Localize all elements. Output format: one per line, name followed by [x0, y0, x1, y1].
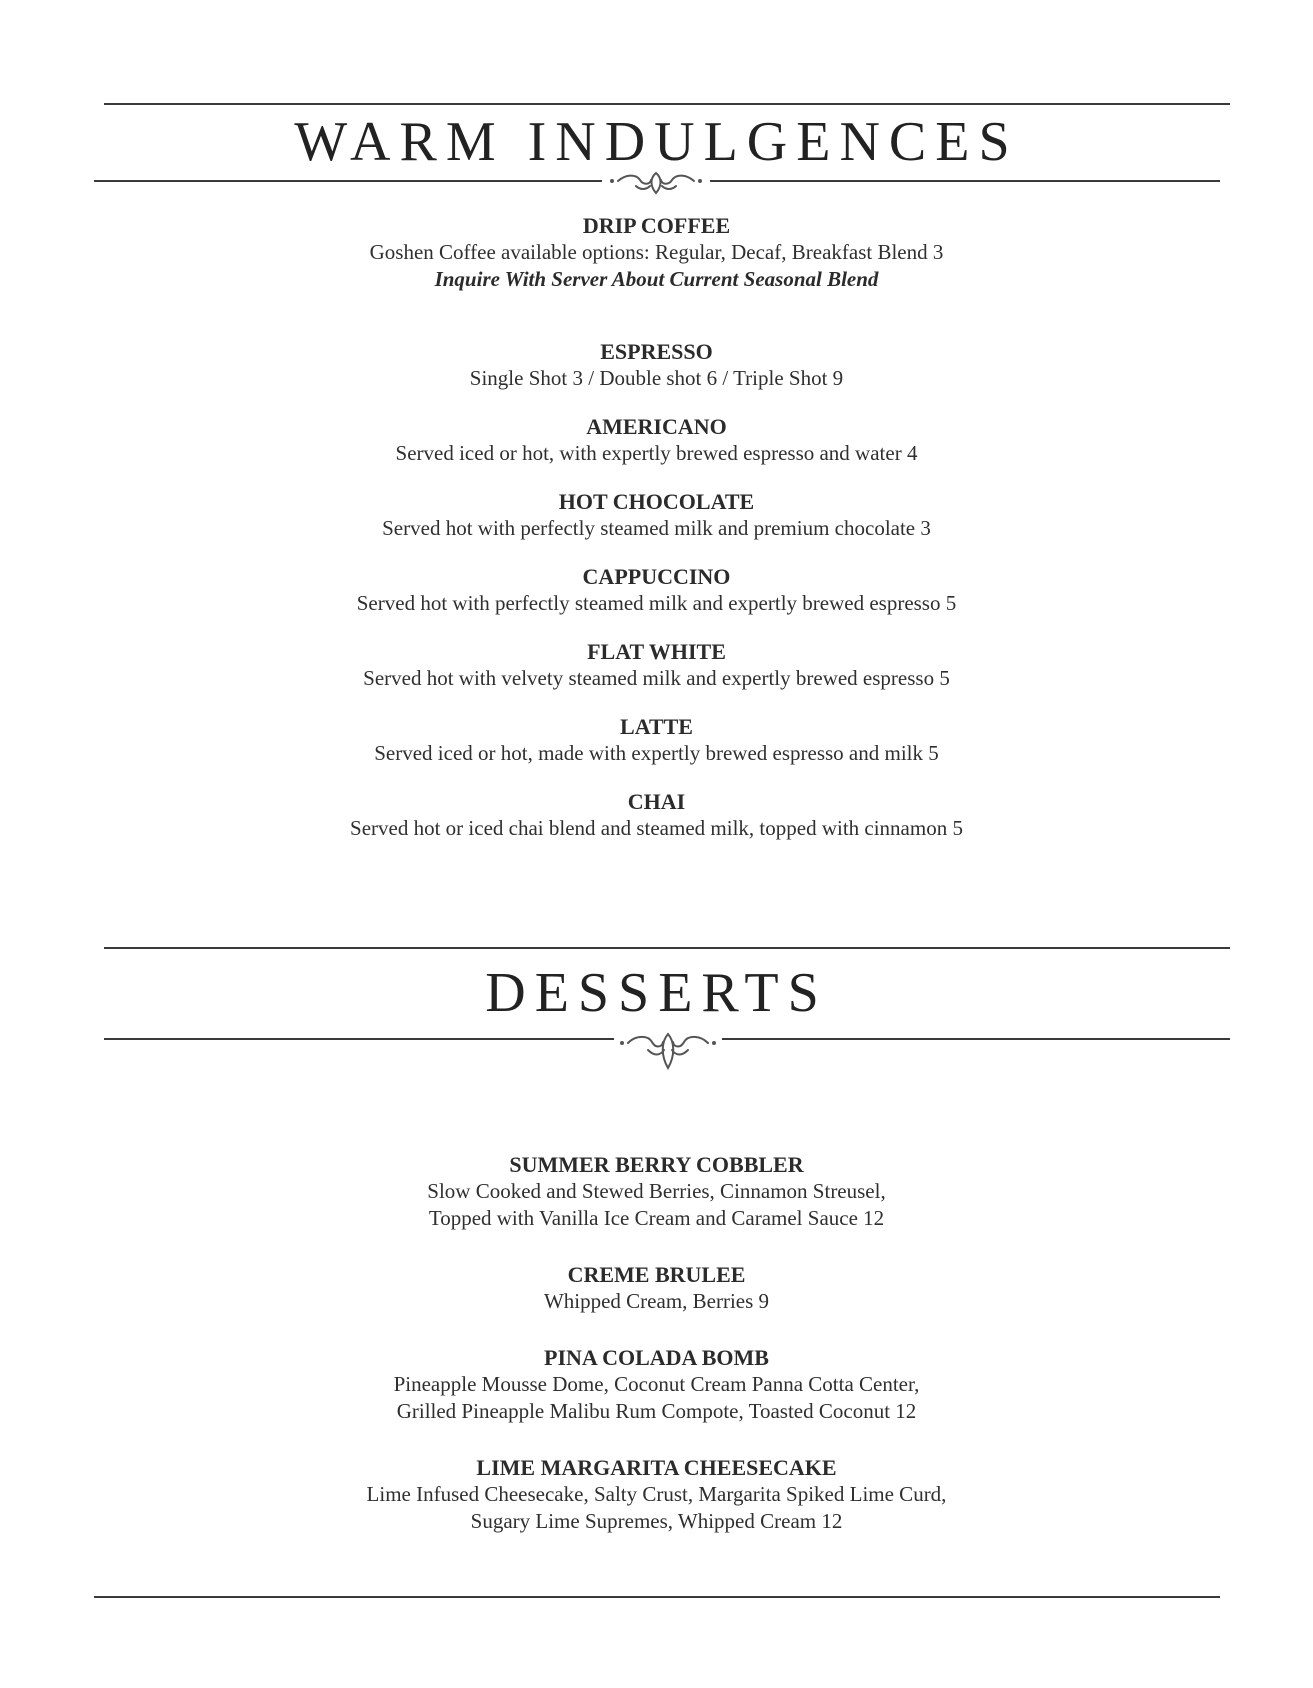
- section-title-desserts: DESSERTS: [485, 962, 828, 1024]
- menu-item-espresso: [0, 338, 1313, 392]
- item-name: HOT CHOCOLATE: [558, 489, 755, 514]
- item-name: LIME MARGARITA CHEESECAKE: [476, 1455, 837, 1480]
- menu-item-flat-white: [0, 638, 1313, 692]
- menu-item-hot-chocolate: [0, 488, 1313, 542]
- item-name: FLAT WHITE: [587, 639, 726, 664]
- item-name: AMERICANO: [586, 414, 727, 439]
- item-description-line-2: Topped with Vanilla Ice Cream and Caramel Sauce 12: [428, 1206, 885, 1230]
- bottom-rule: [94, 1596, 1220, 1598]
- item-description: Served hot with velvety steamed milk and expertly brewed espresso 5: [363, 666, 950, 690]
- item-name: PINA COLADA BOMB: [544, 1345, 769, 1370]
- item-name: CREME BRULEE: [567, 1262, 746, 1287]
- item-name: SUMMER BERRY COBBLER: [509, 1152, 804, 1177]
- item-note: Inquire With Server About Current Seasonal Blend: [434, 267, 879, 291]
- item-description: Whipped Cream, Berries 9: [543, 1289, 770, 1313]
- item-description: Served hot or iced chai blend and steamed milk, topped with cinnamon 5: [350, 816, 963, 840]
- item-description: Served hot with perfectly steamed milk and expertly brewed espresso 5: [356, 591, 957, 615]
- item-description-line-2: Sugary Lime Supremes, Whipped Cream 12: [470, 1509, 843, 1533]
- desserts-top-rule: [104, 947, 1230, 949]
- item-name: ESPRESSO: [600, 339, 713, 364]
- title-divider-left: [104, 1038, 614, 1040]
- menu-item-americano: [0, 413, 1313, 467]
- item-name: LATTE: [620, 714, 693, 739]
- item-description: Served iced or hot, with expertly brewed espresso and water 4: [395, 441, 918, 465]
- menu-item-pina-colada-bomb: [0, 1344, 1313, 1425]
- item-description-line-2: Grilled Pineapple Malibu Rum Compote, Toasted Coconut 12: [396, 1399, 917, 1423]
- top-rule: [104, 103, 1230, 105]
- menu-item-cappuccino: [0, 563, 1313, 617]
- title-divider-left: [94, 180, 602, 182]
- menu-item-creme-brulee: [0, 1261, 1313, 1315]
- menu-item-chai: [0, 788, 1313, 842]
- item-description-line-1: Pineapple Mousse Dome, Coconut Cream Panna Cotta Center,: [393, 1372, 920, 1396]
- item-name: CHAI: [627, 789, 686, 814]
- item-description-line-1: Lime Infused Cheesecake, Salty Crust, Margarita Spiked Lime Curd,: [366, 1482, 947, 1506]
- title-divider-right: [710, 180, 1220, 182]
- menu-item-summer-berry-cobbler: [0, 1151, 1313, 1232]
- scroll-flourish-icon: [606, 168, 706, 198]
- scroll-flourish-icon: [618, 1030, 718, 1074]
- menu-item-lime-margarita-cheesecake: [0, 1454, 1313, 1535]
- item-name: CAPPUCCINO: [582, 564, 731, 589]
- section-title-warm-indulgences: WARM INDULGENCES: [294, 111, 1019, 173]
- item-description: Served iced or hot, made with expertly brewed espresso and milk 5: [374, 741, 939, 765]
- item-name: DRIP COFFEE: [582, 213, 731, 238]
- menu-item-drip-coffee: [0, 212, 1313, 293]
- item-description: Goshen Coffee available options: Regular, Decaf, Breakfast Blend 3: [369, 240, 944, 264]
- item-description-line-1: Slow Cooked and Stewed Berries, Cinnamon Streusel,: [427, 1179, 886, 1203]
- item-description: Single Shot 3 / Double shot 6 / Triple Shot 9: [469, 366, 844, 390]
- item-description: Served hot with perfectly steamed milk and premium chocolate 3: [382, 516, 931, 540]
- menu-item-latte: [0, 713, 1313, 767]
- title-divider-right: [722, 1038, 1230, 1040]
